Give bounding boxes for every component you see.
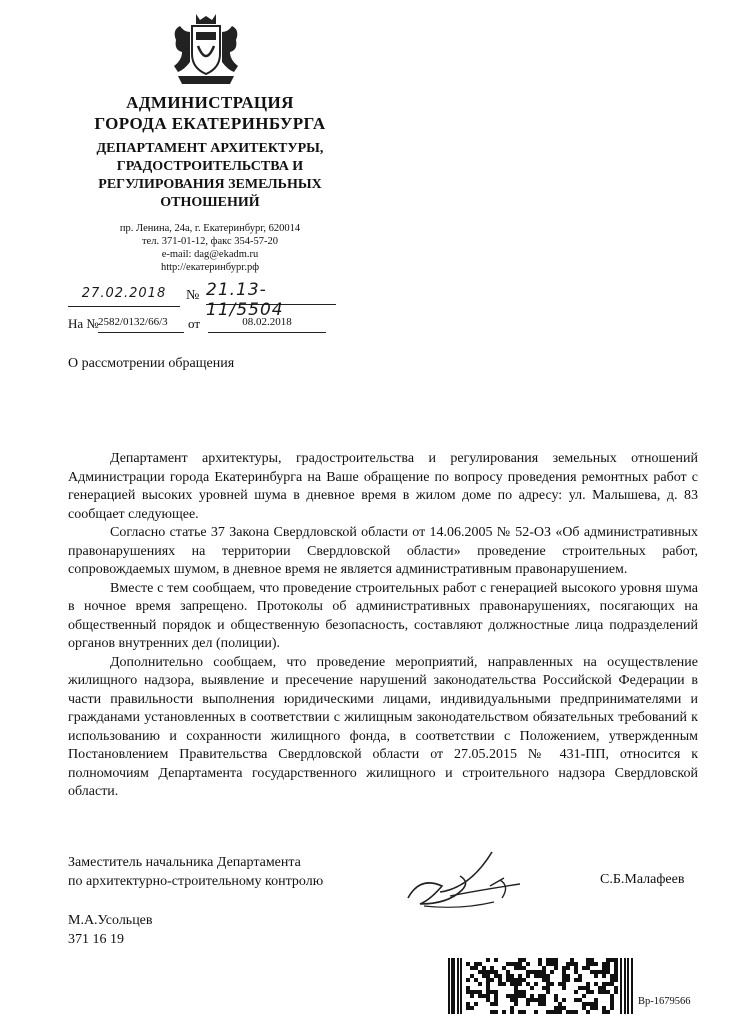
dept-line: ГРАДОСТРОИТЕЛЬСТВА И [116, 159, 304, 174]
city-coat-of-arms [170, 10, 242, 90]
paragraph: Дополнительно сообщаем, что проведение мероприятий, направленных на осуществление жилищного надзора, выявление и пресечение нарушений законодательства Российской Федерации в части правильности выполнения юридическими лицами, индивидуальными предпринимателями и гражданами установленных в соответствии с жилищным законодательством обязательных требований к использованию и сохранности жилищного фонда, в соответствии с Положением, утвержденным Постановлением Правительства Свердловской области от 27.05.2015 № 431-ПП, относится к полномочиям Департамента государственного жилищного и строительного надзора Свердловской области. [68, 654, 698, 799]
executor-phone: 371 16 19 [68, 931, 124, 947]
number-label: № [186, 288, 200, 303]
signatory-title-line: по архитектурно-строительному контролю [68, 873, 324, 889]
org-line-2: ГОРОДА ЕКАТЕРИНБУРГА [94, 114, 326, 133]
organization-name [60, 92, 360, 134]
signatory-title [68, 854, 323, 891]
letter-subject: О рассмотрении обращения [68, 356, 235, 371]
dept-line: РЕГУЛИРОВАНИЯ ЗЕМЕЛЬНЫХ [98, 177, 322, 192]
department-name [60, 140, 360, 212]
barcode-id: Вр-1679566 [638, 996, 691, 1007]
document-barcode [448, 958, 634, 1014]
paragraph: Департамент архитектуры, градостроительства и регулирования земельных отношений Администрации города Екатеринбурга на Ваше обращение по вопросу проведения ремонтных работ с генерацией высоких уровней шума в дневное время в жилом доме по адресу: ул. Малышева, д. 83 сообщает следующее. [68, 451, 698, 522]
letter-body [68, 450, 698, 802]
reply-date: 08.02.2018 [208, 316, 326, 333]
signatory-name: С.Б.Малафеев [600, 872, 685, 887]
outgoing-number: 21.13-11/5504 [206, 280, 336, 305]
org-line-1: АДМИНИСТРАЦИЯ [126, 93, 294, 112]
dept-line: ОТНОШЕНИЙ [160, 195, 260, 210]
outgoing-date: 27.02.2018 [68, 286, 180, 307]
website: http://екатеринбург.рф [160, 262, 260, 273]
from-label: от [188, 316, 201, 331]
contact-block [90, 222, 330, 274]
executor-info [68, 912, 153, 949]
address: пр. Ленина, 24а, г. Екатеринбург, 620014 [119, 223, 301, 234]
phone-fax: тел. 371-01-12, факс 354-57-20 [141, 236, 279, 247]
email: e-mail: dag@ekadm.ru [161, 249, 259, 260]
reply-number: 2582/0132/66/3 [98, 316, 184, 333]
signatory-title-line: Заместитель начальника Департамента [68, 855, 301, 870]
dept-line: ДЕПАРТАМЕНТ АРХИТЕКТУРЫ, [96, 141, 324, 156]
reply-label: На № [68, 316, 99, 331]
paragraph: Вместе с тем сообщаем, что проведение строительных работ с генерацией высокого уровня шума в ночное время запрещено. Протоколы об административных правонарушениях, посягающих на общественный порядок и общественную безопасность, составляют должностные лица подразделений органов внутренних дел (полиции). [68, 580, 698, 651]
handwritten-signature [400, 846, 550, 918]
executor-name: М.А.Усольцев [68, 913, 153, 928]
paragraph: Согласно статье 37 Закона Свердловской области от 14.06.2005 № 52-ОЗ «Об административных правонарушениях на территории Свердловской области» проведение строительных работ, сопровождаемых шумом, в дневное время не является административным правонарушением. [68, 525, 698, 577]
